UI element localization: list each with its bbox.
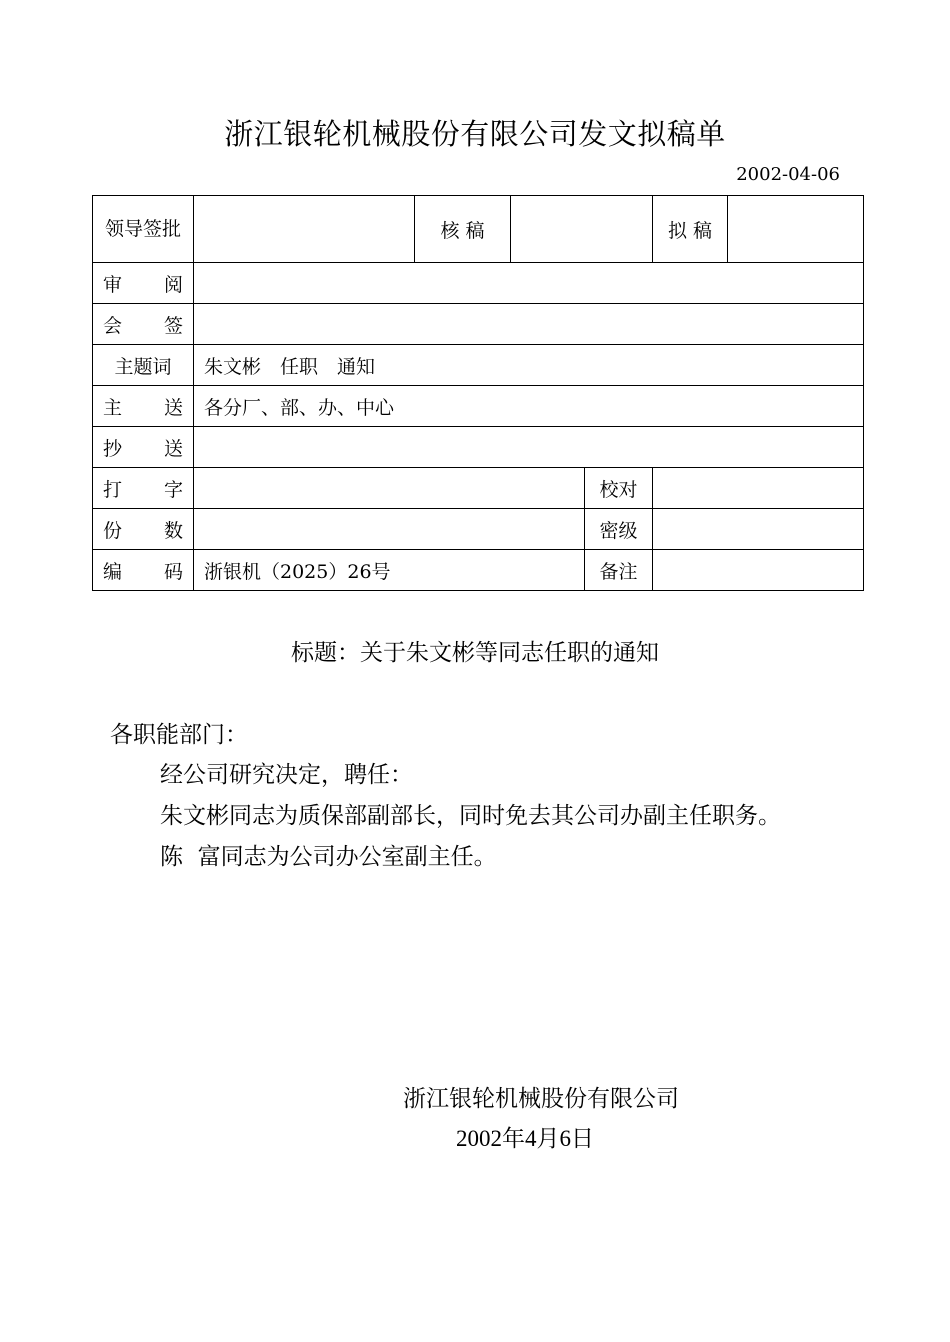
- proofread-field[interactable]: [653, 468, 864, 509]
- leader-approval-label: 领导签批: [93, 196, 194, 263]
- draft-form-table: [92, 195, 864, 591]
- keywords-field[interactable]: 朱文彬 任职 通知: [194, 345, 864, 386]
- read-label: 审 阅: [93, 263, 194, 304]
- cosign-field[interactable]: [194, 304, 864, 345]
- document-title: 浙江银轮机械股份有限公司发文拟稿单: [224, 117, 726, 151]
- table-row: [93, 427, 864, 468]
- typing-label: 打 字: [93, 468, 194, 509]
- main-recipient-field[interactable]: 各分厂、部、办、中心: [194, 386, 864, 427]
- copy-recipient-label: 抄 送: [93, 427, 194, 468]
- code-label: 编 码: [93, 550, 194, 591]
- secret-level-label: 密级: [585, 509, 653, 550]
- copies-label: 份 数: [93, 509, 194, 550]
- copy-recipient-field[interactable]: [194, 427, 864, 468]
- cosign-label: 会 签: [93, 304, 194, 345]
- draft-label: 拟 稿: [653, 196, 728, 263]
- remarks-label: 备注: [585, 550, 653, 591]
- proofread-label: 校对: [585, 468, 653, 509]
- copies-field[interactable]: [194, 509, 585, 550]
- remarks-field[interactable]: [653, 550, 864, 591]
- notice-line: 朱文彬同志为质保部副部长，同时免去其公司办副主任职务。: [160, 803, 781, 829]
- table-row: [93, 263, 864, 304]
- table-row: [93, 386, 864, 427]
- secret-level-field[interactable]: [653, 509, 864, 550]
- review-label: 核 稿: [415, 196, 511, 263]
- notice-subject: [0, 634, 950, 667]
- review-field[interactable]: [511, 196, 653, 263]
- notice-line: 陈 富同志为公司办公室副主任。: [160, 844, 497, 870]
- main-recipient-label: 主 送: [93, 386, 194, 427]
- table-row: [93, 196, 864, 263]
- notice-salutation: 各职能部门：: [110, 722, 248, 748]
- table-row: [93, 304, 864, 345]
- draft-field[interactable]: [728, 196, 864, 263]
- leader-approval-field[interactable]: [194, 196, 415, 263]
- signature-date: 2002年4月6日: [456, 1126, 594, 1151]
- subject-text: 关于朱文彬等同志任职的通知: [360, 640, 659, 666]
- subject-label: 标题：: [291, 640, 360, 666]
- typing-field[interactable]: [194, 468, 585, 509]
- table-row: [93, 345, 864, 386]
- document-date: 2002-04-06: [736, 164, 840, 185]
- keywords-label: 主题词: [93, 345, 194, 386]
- table-row: [93, 468, 864, 509]
- signature-company: 浙江银轮机械股份有限公司: [403, 1086, 679, 1112]
- code-field[interactable]: 浙银机（2025）26号: [194, 550, 585, 591]
- table-row: [93, 509, 864, 550]
- read-field[interactable]: [194, 263, 864, 304]
- notice-line: 经公司研究决定，聘任：: [160, 762, 413, 788]
- table-row: [93, 550, 864, 591]
